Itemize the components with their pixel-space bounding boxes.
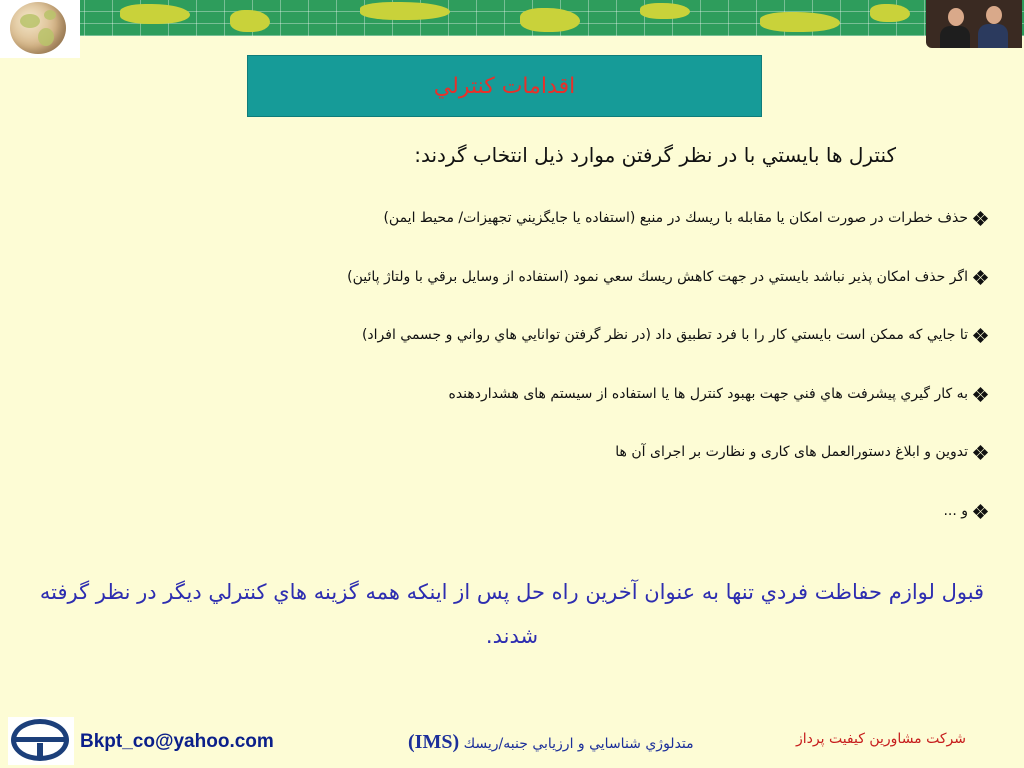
slide-title: اقدامات کنترلي xyxy=(433,73,576,99)
list-item-text: حذف خطرات در صورت امكان يا مقابله با ريسك در منبع (استفاده يا جايگزيني تجهيزات/ محيط ايمن) xyxy=(383,210,968,226)
list-item-text: و ... xyxy=(943,502,968,519)
list-item-text: تا جايي كه ممكن است بايستي كار را با فرد تطبيق داد (در نظر گرفتن توانايي هاي رواني و جسمي افراد) xyxy=(361,327,968,343)
list-item-text: تدوين و ابلاغ دستورالعمل های كاری و نظارت بر اجرای آن ها xyxy=(615,444,968,460)
list-item-text: به كار گيري پيشرفت هاي فني جهت بهبود كنترل ها يا استفاده از سيستم های هشداردهنده xyxy=(448,385,968,402)
email-address: Bkpt_co@yahoo.com xyxy=(80,731,274,752)
methodology-caption xyxy=(408,731,694,754)
list-item xyxy=(228,210,988,269)
closing-statement: قبول لوازم حفاظت فردي تنها به عنوان آخرين راه حل پس از اينكه همه گزينه هاي كنترلي ديگر در نظر گرفته شدند. xyxy=(39,580,985,648)
list-item xyxy=(228,327,988,386)
company-logo-icon xyxy=(8,717,74,765)
diamond-bullet-icon xyxy=(974,505,988,519)
presenters-photo xyxy=(926,0,1022,48)
lead-sentence: کنترل ها بايستي با در نظر گرفتن موارد ذيل انتخاب گردند: xyxy=(414,143,896,167)
list-item xyxy=(228,444,988,503)
list-item xyxy=(228,269,988,328)
control-measures-list xyxy=(228,210,988,561)
globe-icon xyxy=(10,2,66,54)
methodology-text: متدلوژي شناسايي و ارزيابي جنبه/ريسك xyxy=(463,736,694,752)
list-item-text: اگر حذف امكان پذير نباشد بايستي در جهت كاهش ريسك سعي نمود (استفاده از وسايل برقي با ولتاژ پائين) xyxy=(347,268,968,285)
diamond-bullet-icon xyxy=(974,388,988,402)
globe-logo xyxy=(0,0,80,58)
list-item xyxy=(228,503,988,562)
methodology-code: (IMS) xyxy=(408,731,460,753)
list-item xyxy=(228,386,988,445)
title-box xyxy=(247,55,762,117)
diamond-bullet-icon xyxy=(974,271,988,285)
diamond-bullet-icon xyxy=(974,212,988,226)
world-map-banner xyxy=(0,0,1024,36)
diamond-bullet-icon xyxy=(974,329,988,343)
diamond-bullet-icon xyxy=(974,446,988,460)
company-name: شركت مشاورين كيفيت پرداز xyxy=(796,731,966,747)
